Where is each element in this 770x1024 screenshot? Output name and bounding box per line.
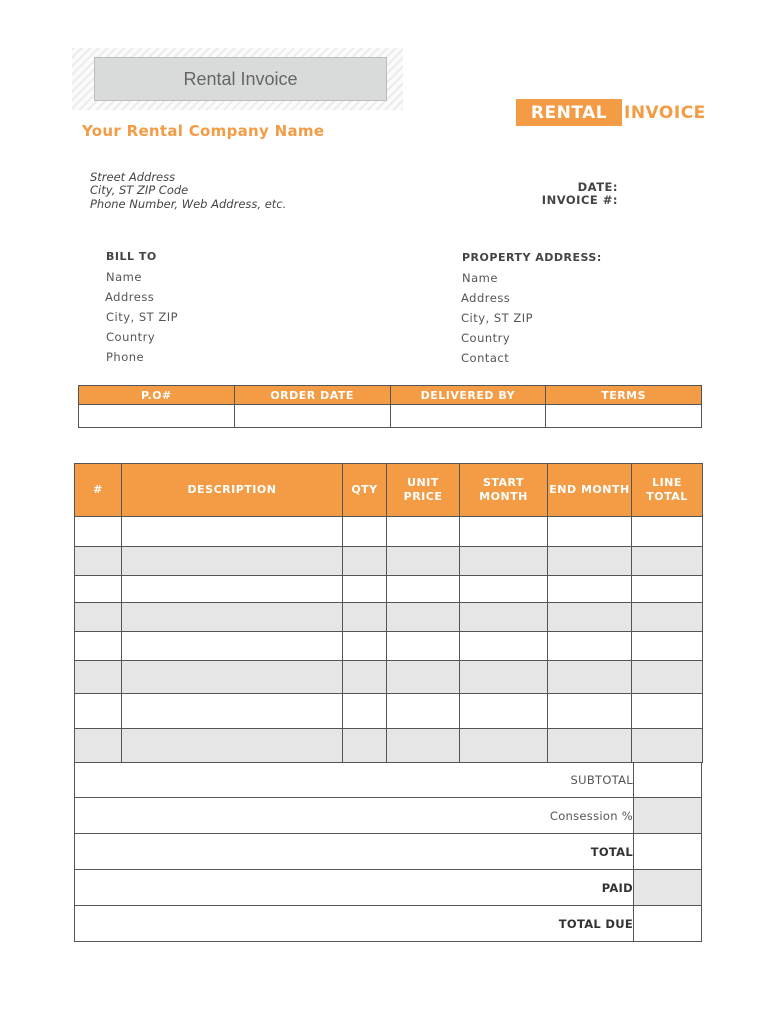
- paid-row: [74, 870, 702, 906]
- paid-label: PAID: [601, 880, 633, 895]
- items-header-row: [75, 464, 703, 517]
- start-month-header: START MONTH: [460, 464, 548, 517]
- item-cell[interactable]: [460, 661, 548, 694]
- item-cell[interactable]: [460, 547, 548, 576]
- terms-cell[interactable]: [546, 405, 702, 428]
- item-cell[interactable]: [460, 603, 548, 632]
- item-row: [75, 517, 703, 547]
- item-row: [75, 694, 703, 729]
- item-cell[interactable]: [75, 517, 122, 547]
- item-cell[interactable]: [632, 547, 703, 576]
- bill-to-name[interactable]: Name: [106, 270, 142, 284]
- item-cell[interactable]: [548, 729, 632, 763]
- total-due-value[interactable]: [633, 906, 701, 941]
- item-cell[interactable]: [460, 517, 548, 547]
- delivered-by-header: DELIVERED BY: [390, 386, 546, 405]
- item-cell[interactable]: [75, 547, 122, 576]
- item-cell[interactable]: [75, 729, 122, 763]
- item-cell[interactable]: [548, 694, 632, 729]
- qty-header: QTY: [343, 464, 387, 517]
- item-cell[interactable]: [632, 729, 703, 763]
- property-country[interactable]: Country: [461, 331, 511, 345]
- item-cell[interactable]: [387, 576, 460, 603]
- unit-price-header: UNIT PRICE: [387, 464, 460, 517]
- item-cell[interactable]: [387, 547, 460, 576]
- item-cell[interactable]: [122, 517, 343, 547]
- order-date-header: ORDER DATE: [234, 386, 390, 405]
- po-number-cell[interactable]: [79, 405, 235, 428]
- po-number-header: P.O#: [79, 386, 235, 405]
- company-city[interactable]: City, ST ZIP Code: [90, 183, 189, 197]
- item-cell[interactable]: [343, 517, 387, 547]
- item-cell[interactable]: [632, 694, 703, 729]
- item-cell[interactable]: [75, 632, 122, 661]
- item-cell[interactable]: [122, 632, 343, 661]
- company-name[interactable]: Your Rental Company Name: [82, 122, 325, 140]
- item-row: [75, 632, 703, 661]
- item-cell[interactable]: [75, 694, 122, 729]
- total-label: TOTAL: [590, 844, 633, 859]
- item-row: [75, 729, 703, 763]
- property-name[interactable]: Name: [462, 271, 498, 285]
- item-cell[interactable]: [343, 547, 387, 576]
- delivered-by-cell[interactable]: [390, 405, 546, 428]
- title-invoice: INVOICE: [624, 102, 706, 123]
- bill-to-country[interactable]: Country: [106, 330, 156, 344]
- description-header: DESCRIPTION: [122, 464, 343, 517]
- item-row: [75, 603, 703, 632]
- date-label: DATE:: [577, 180, 618, 194]
- item-cell[interactable]: [387, 661, 460, 694]
- item-number-header: #: [75, 464, 122, 517]
- totals-section: [74, 762, 702, 942]
- logo-text: Rental Invoice: [183, 68, 298, 89]
- item-cell[interactable]: [122, 603, 343, 632]
- paid-value[interactable]: [633, 870, 701, 905]
- terms-header: TERMS: [546, 386, 702, 405]
- bill-to-phone[interactable]: Phone: [106, 350, 145, 364]
- item-row: [75, 661, 703, 694]
- bill-to-address[interactable]: Address: [105, 290, 155, 304]
- item-cell[interactable]: [548, 576, 632, 603]
- item-cell[interactable]: [632, 632, 703, 661]
- item-cell[interactable]: [387, 694, 460, 729]
- po-header-row: [79, 386, 702, 405]
- bill-to-city[interactable]: City, ST ZIP: [106, 310, 179, 324]
- total-row: [74, 834, 702, 870]
- item-cell[interactable]: [548, 517, 632, 547]
- item-cell[interactable]: [548, 632, 632, 661]
- item-cell[interactable]: [387, 517, 460, 547]
- property-heading: PROPERTY ADDRESS:: [462, 251, 602, 264]
- item-cell[interactable]: [387, 729, 460, 763]
- item-cell[interactable]: [632, 661, 703, 694]
- item-cell[interactable]: [460, 729, 548, 763]
- title-rental: RENTAL: [516, 99, 622, 126]
- item-cell[interactable]: [632, 517, 703, 547]
- item-cell[interactable]: [548, 547, 632, 576]
- item-cell[interactable]: [343, 729, 387, 763]
- company-contact[interactable]: Phone Number, Web Address, etc.: [90, 197, 287, 211]
- property-city[interactable]: City, ST ZIP: [461, 311, 534, 325]
- property-address[interactable]: Address: [461, 291, 511, 305]
- subtotal-row: [74, 762, 702, 798]
- total-due-label: TOTAL DUE: [558, 916, 633, 931]
- item-cell[interactable]: [460, 632, 548, 661]
- property-contact[interactable]: Contact: [461, 351, 510, 365]
- subtotal-label: SUBTOTAL: [570, 773, 633, 787]
- item-cell[interactable]: [122, 694, 343, 729]
- order-date-cell[interactable]: [234, 405, 390, 428]
- po-value-row: [79, 405, 702, 428]
- item-cell[interactable]: [343, 694, 387, 729]
- company-street[interactable]: Street Address: [90, 170, 176, 184]
- item-cell[interactable]: [122, 576, 343, 603]
- concession-value[interactable]: [633, 798, 701, 833]
- item-row: [75, 547, 703, 576]
- item-cell[interactable]: [343, 661, 387, 694]
- item-row: [75, 576, 703, 603]
- item-cell[interactable]: [460, 694, 548, 729]
- total-value[interactable]: [633, 834, 701, 869]
- item-cell[interactable]: [632, 576, 703, 603]
- total-due-row: [74, 906, 702, 942]
- item-cell[interactable]: [632, 603, 703, 632]
- logo: [94, 57, 387, 101]
- item-cell[interactable]: [343, 632, 387, 661]
- item-cell[interactable]: [387, 632, 460, 661]
- item-cell[interactable]: [387, 603, 460, 632]
- concession-label: Consession %: [549, 808, 633, 823]
- item-cell[interactable]: [75, 576, 122, 603]
- concession-row: [74, 798, 702, 834]
- item-cell[interactable]: [343, 576, 387, 603]
- invoice-number-label: INVOICE #:: [541, 193, 618, 207]
- items-table: [74, 463, 703, 763]
- item-cell[interactable]: [548, 661, 632, 694]
- item-cell[interactable]: [122, 729, 343, 763]
- bill-to-heading: BILL TO: [106, 250, 157, 263]
- po-table: [78, 385, 702, 428]
- item-cell[interactable]: [122, 547, 343, 576]
- item-cell[interactable]: [548, 603, 632, 632]
- item-cell[interactable]: [343, 603, 387, 632]
- item-cell[interactable]: [75, 661, 122, 694]
- end-month-header: END MONTH: [548, 464, 632, 517]
- item-cell[interactable]: [75, 603, 122, 632]
- item-cell[interactable]: [460, 576, 548, 603]
- line-total-header: LINE TOTAL: [632, 464, 703, 517]
- item-cell[interactable]: [122, 661, 343, 694]
- subtotal-value[interactable]: [633, 763, 701, 797]
